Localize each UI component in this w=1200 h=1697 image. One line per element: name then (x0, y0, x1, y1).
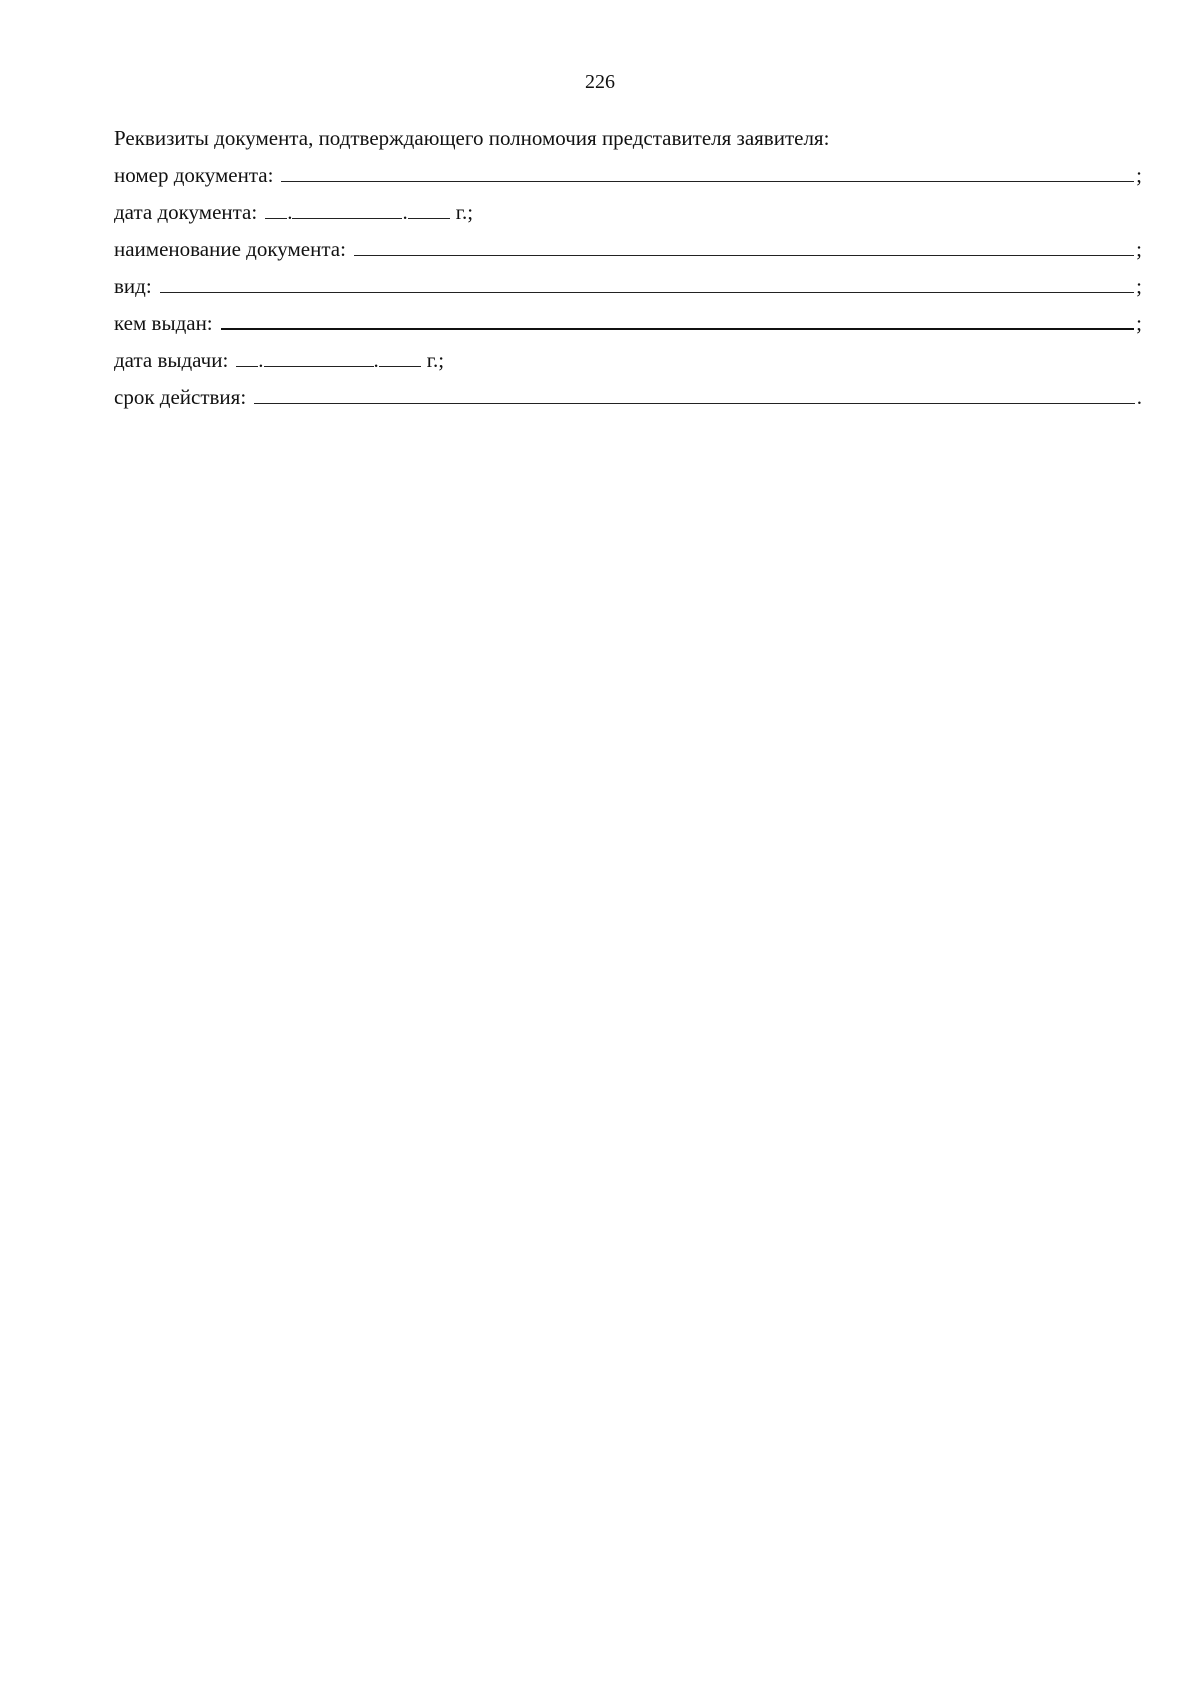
issue-date-suffix: г.; (426, 348, 445, 372)
form-heading: Реквизиты документа, подтверждающего полномочия представителя заявителя: (114, 126, 830, 150)
validity-row (114, 385, 1142, 409)
document-date-separator: . (287, 200, 293, 224)
document-number-row (114, 163, 1142, 187)
issued-by-field[interactable] (221, 328, 1135, 330)
issue-date-separator: . (373, 348, 379, 372)
document-number-field[interactable] (281, 181, 1134, 182)
issued-by-row (114, 311, 1142, 335)
document-number-end: ; (1136, 163, 1142, 187)
issue-date-separator: . (258, 348, 264, 372)
document-kind-end: ; (1136, 274, 1142, 298)
document-date-suffix: г.; (455, 200, 474, 224)
document-kind-label: вид: (114, 274, 152, 298)
document-kind-row (114, 274, 1142, 298)
document-kind-field[interactable] (160, 292, 1134, 293)
document-requisites-form (114, 126, 1142, 422)
document-date-year-field[interactable] (408, 218, 450, 219)
issue-date-label: дата выдачи: (114, 348, 229, 372)
issue-date-month-field[interactable] (264, 366, 374, 367)
document-date-month-field[interactable] (292, 218, 402, 219)
issue-date-day-field[interactable] (236, 366, 258, 367)
issued-by-label: кем выдан: (114, 311, 213, 335)
validity-label: срок действия: (114, 385, 247, 409)
document-date-day-field[interactable] (265, 218, 287, 219)
document-name-end: ; (1136, 237, 1142, 261)
issue-date-year-field[interactable] (379, 366, 421, 367)
document-number-label: номер документа: (114, 163, 274, 187)
document-name-field[interactable] (354, 255, 1134, 256)
document-name-label: наименование документа: (114, 237, 346, 261)
document-date-label: дата документа: (114, 200, 258, 224)
validity-field[interactable] (254, 403, 1135, 404)
document-name-row (114, 237, 1142, 261)
page-number: 226 (585, 71, 615, 93)
document-date-separator: . (402, 200, 408, 224)
document-date-row (114, 200, 1142, 224)
issue-date-row (114, 348, 1142, 372)
issued-by-end: ; (1136, 311, 1142, 335)
validity-end: . (1136, 385, 1142, 409)
